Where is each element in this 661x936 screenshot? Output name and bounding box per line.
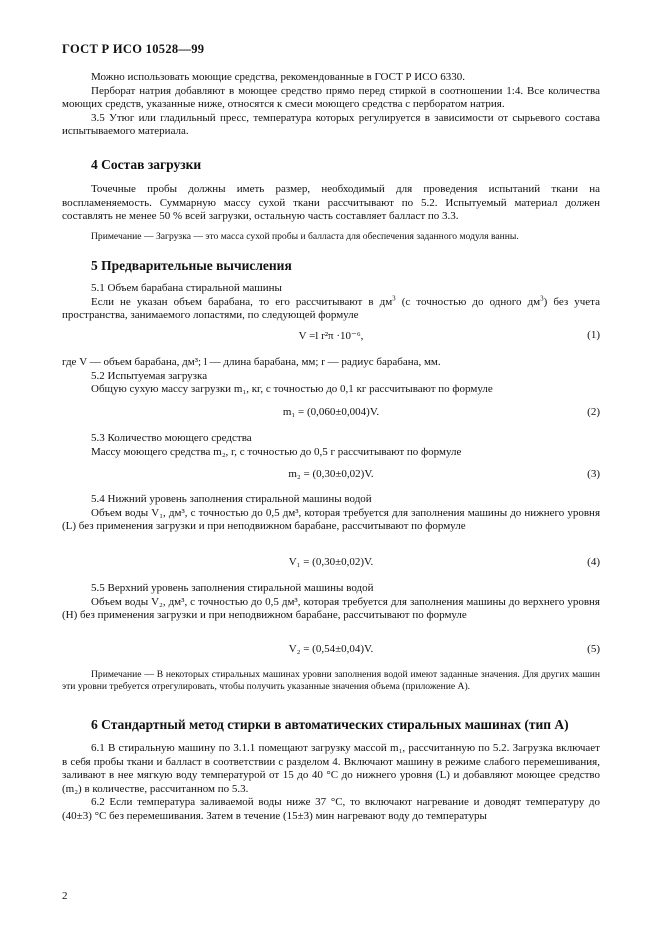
- section-6: [62, 717, 600, 733]
- paragraph: 6.2 Если температура заливаемой воды ниже 37 °С, то включают нагревание и доводят температуру до (40±3) °С без перемешивания. Затем в течение (15±3) мин нагревают воду до температуры: [62, 796, 600, 822]
- note: Примечание — В некоторых стиральных машинах уровни заполнения водой имеют заданные значения. Для других машин эти уровни требуется отрегулировать, чтобы получить указанные значения объема (приложение А).: [62, 669, 600, 693]
- section-heading: 5 Предварительные вычисления: [91, 258, 292, 273]
- section-4-body: [62, 183, 600, 224]
- subsection-title: 5.4 Нижний уровень заполнения стиральной машины водой: [91, 493, 372, 505]
- formula: V₂ = (0,54±0,04)V.: [288, 643, 374, 655]
- section-4: [62, 157, 600, 173]
- subsection-title: 5.1 Объем барабана стиральной машины: [91, 282, 282, 294]
- equation-3: [62, 468, 600, 482]
- section-5-4: [62, 493, 600, 534]
- equation-4: [62, 556, 600, 570]
- standard-header: ГОСТ Р ИСО 10528—99: [62, 42, 205, 56]
- intro-block: [62, 71, 600, 139]
- equation-number: (5): [587, 643, 600, 655]
- paragraph: Массу моющего средства m₂, г, с точностью до 0,5 г рассчитывают по формуле: [91, 445, 462, 458]
- where-clause: где V — объем барабана, дм³; l — длина барабана, мм; r — радиус барабана, мм.: [62, 356, 441, 368]
- subsection-title: 5.5 Верхний уровень заполнения стиральной машины водой: [91, 582, 374, 594]
- formula: V =l r²π ·10⁻⁶,: [298, 330, 364, 342]
- paragraph: Точечные пробы должны иметь размер, необходимый для проведения испытаний ткани на воспламеняемость. Суммарную массу сухой ткани рассчитывают по 5.2. Испытуемый материал должен составлять не менее 50 % всей загрузки, остальную часть составляет балласт по 3.3.: [62, 183, 600, 223]
- equation-number: (3): [587, 468, 600, 480]
- subsection-title: 5.3 Количество моющего средства: [91, 432, 252, 444]
- subsection-title: 5.2 Испытуемая загрузка: [91, 369, 208, 382]
- paragraph: 6.1 В стиральную машину по 3.1.1 помещают загрузку массой m₁, рассчитанную по 5.2. Загрузка включает в себя пробы ткани и балласт в соответствии с разделом 4. Включают машину в режиме слабого перемешивания, заливают в нее мягкую воду температурой от 15 до 40 °С до нижнего уровня (L) и добавляют моющее средство (m₂) в количестве, рассчитанном по 5.3.: [62, 742, 600, 795]
- paragraph: Если не указан объем барабана, то его рассчитывают в $дм^3$ (с точностью до одного $дм^3$) без учета пространства, занимаемого лопастями, по следующей формуле: [62, 293, 600, 322]
- paragraph: Объем воды V₂, дм³, с точностью до 0,5 дм³, которая требуется для заполнения машины до верхнего уровня (H) без применения загрузки и при неподвижном барабане, рассчитывают по формуле: [62, 595, 600, 622]
- section-5-1: [62, 282, 600, 323]
- equation-1: [62, 329, 600, 343]
- paragraph: Общую сухую массу загрузки m₁, кг, с точностью до 0,1 кг рассчитывают по формуле: [91, 383, 493, 396]
- section-heading: 6 Стандартный метод стирки в автоматических стиральных машинах (тип А): [91, 717, 569, 732]
- section-5-note: [62, 669, 600, 693]
- page-number: 2: [62, 890, 68, 902]
- section-heading: 4 Состав загрузки: [91, 157, 202, 172]
- section-5-3: [62, 432, 600, 459]
- section-6-body: [62, 742, 600, 824]
- equation-5: [62, 643, 600, 657]
- equation-number: (1): [587, 329, 600, 341]
- paragraph: Перборат натрия добавляют в моющее средство прямо перед стиркой в соотношении 1:4. Все количества моющих средств, указанные ниже, относятся к смеси моющего средства с перборатом натрия.: [62, 84, 600, 111]
- paragraph: Объем воды V₁, дм³, с точностью до 0,5 дм³, которая требуется для заполнения машины до нижнего уровня (L) без применения загрузки и при неподвижном барабане, рассчитывают по формуле: [62, 506, 600, 533]
- equation-2: [62, 406, 600, 420]
- equation-number: (4): [587, 556, 600, 568]
- paragraph: Можно использовать моющие средства, рекомендованные в ГОСТ Р ИСО 6330.: [91, 71, 466, 83]
- formula: m₁ = (0,060±0,004)V.: [282, 406, 380, 418]
- section-5-2: [62, 356, 600, 397]
- formula: V₁ = (0,30±0,02)V.: [288, 556, 374, 568]
- formula: m₂ = (0,30±0,02)V.: [288, 468, 374, 480]
- section-5-5: [62, 582, 600, 623]
- note: Примечание — Загрузка — это масса сухой пробы и балласта для обеспечения заданного модуля ванны.: [91, 231, 519, 242]
- section-5: [62, 258, 600, 274]
- paragraph: 3.5 Утюг или гладильный пресс, температура которых регулируется в зависимости от сырьевого состава испытываемого материала.: [62, 111, 600, 138]
- equation-number: (2): [587, 406, 600, 418]
- section-4-note: [62, 231, 600, 243]
